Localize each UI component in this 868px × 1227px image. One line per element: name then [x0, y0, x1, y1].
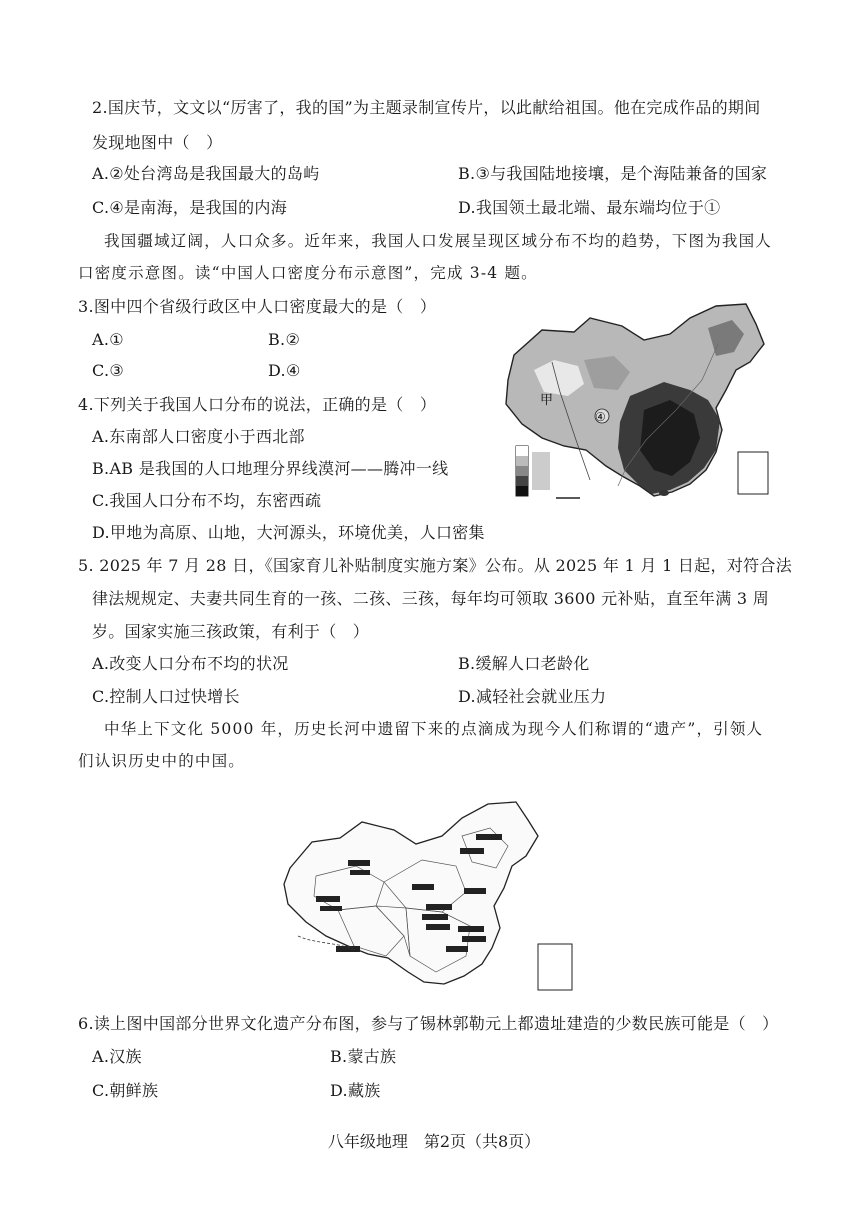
- map-legend: [516, 446, 550, 496]
- passage2-line1: 中华上下文化 5000 年，历史长河中遗留下来的点滴成为现今人们称谓的“遗产”，引领人: [104, 720, 764, 738]
- q6-stem: 6.读上图中国部分世界文化遗产分布图，参与了锡林郭勒元上都遗址建造的少数民族可能是（ ）: [78, 1014, 779, 1033]
- page-footer: 八年级地理 第2页（共8页）: [327, 1132, 541, 1151]
- q5-stem-line2: 律法规规定、夫妻共同生育的一孩、二孩、三孩，每年均可领取 3600 元补贴，直至年满 3 周: [92, 589, 770, 608]
- south-sea-inset-2: [538, 944, 572, 990]
- q2-option-a: A.②处台湾岛是我国最大的岛屿: [92, 164, 320, 183]
- q2-stem-line2: 发现地图中（ ）: [92, 133, 223, 152]
- q6-option-a: A.汉族: [92, 1047, 142, 1066]
- q3-option-c: C.③: [92, 361, 125, 380]
- q5-stem-line1: 5. 2025 年 7 月 28 日，《国家育儿补贴制度实施方案》公布。从 2025 年 1 月 1 日起，对符合法: [78, 556, 793, 575]
- q6-option-b: B.蒙古族: [330, 1047, 397, 1066]
- q5-option-b: B.缓解人口老龄化: [458, 654, 590, 673]
- map-label-4: ④: [595, 410, 606, 424]
- q3-option-a: A.①: [92, 330, 124, 349]
- q6-option-c: C.朝鲜族: [92, 1081, 159, 1100]
- passage1-line1: 我国疆域辽阔，人口众多。近年来，我国人口发展呈现区域分布不均的趋势，下图为我国人: [104, 232, 773, 250]
- q6-option-d: D.藏族: [330, 1081, 381, 1100]
- q3-stem: 3.图中四个省级行政区中人口密度最大的是（ ）: [78, 297, 437, 316]
- passage2-line2: 们认识历史中的中国。: [78, 752, 246, 770]
- passage1-line2: 口密度示意图。读“中国人口密度分布示意图”，完成 3-4 题。: [78, 264, 538, 282]
- q3-option-d: D.④: [268, 361, 301, 380]
- population-density-map: [494, 300, 784, 515]
- q2-option-b: B.③与我国陆地接壤，是个海陆兼备的国家: [458, 164, 768, 183]
- q4-option-d: D.甲地为高原、山地，大河源头，环境优美，人口密集: [92, 523, 485, 542]
- q4-stem: 4.下列关于我国人口分布的说法，正确的是（ ）: [78, 395, 437, 414]
- q5-option-c: C.控制人口过快增长: [92, 687, 240, 706]
- q2-stem-line1: 2.国庆节，文文以“厉害了，我的国”为主题录制宣传片，以此献给祖国。他在完成作品的期间: [92, 98, 761, 117]
- heritage-sites-map: [276, 796, 580, 1000]
- q5-option-a: A.改变人口分布不均的状况: [92, 654, 289, 673]
- map-label-jia: 甲: [540, 393, 554, 408]
- q2-option-d: D.我国领土最北端、最东端均位于①: [458, 198, 721, 217]
- q5-stem-line3: 岁。国家实施三孩政策，有利于（ ）: [92, 622, 370, 641]
- q4-option-a: A.东南部人口密度小于西北部: [92, 427, 305, 446]
- q2-option-c: C.④是南海，是我国的内海: [92, 198, 288, 217]
- q4-option-b: B.AB 是我国的人口地理分界线漠河——腾冲一线: [92, 459, 449, 478]
- q3-option-b: B.②: [268, 330, 301, 349]
- south-sea-inset: [738, 452, 768, 494]
- q5-option-d: D.减轻社会就业压力: [458, 687, 607, 706]
- q4-option-c: C.我国人口分布不均，东密西疏: [92, 491, 322, 510]
